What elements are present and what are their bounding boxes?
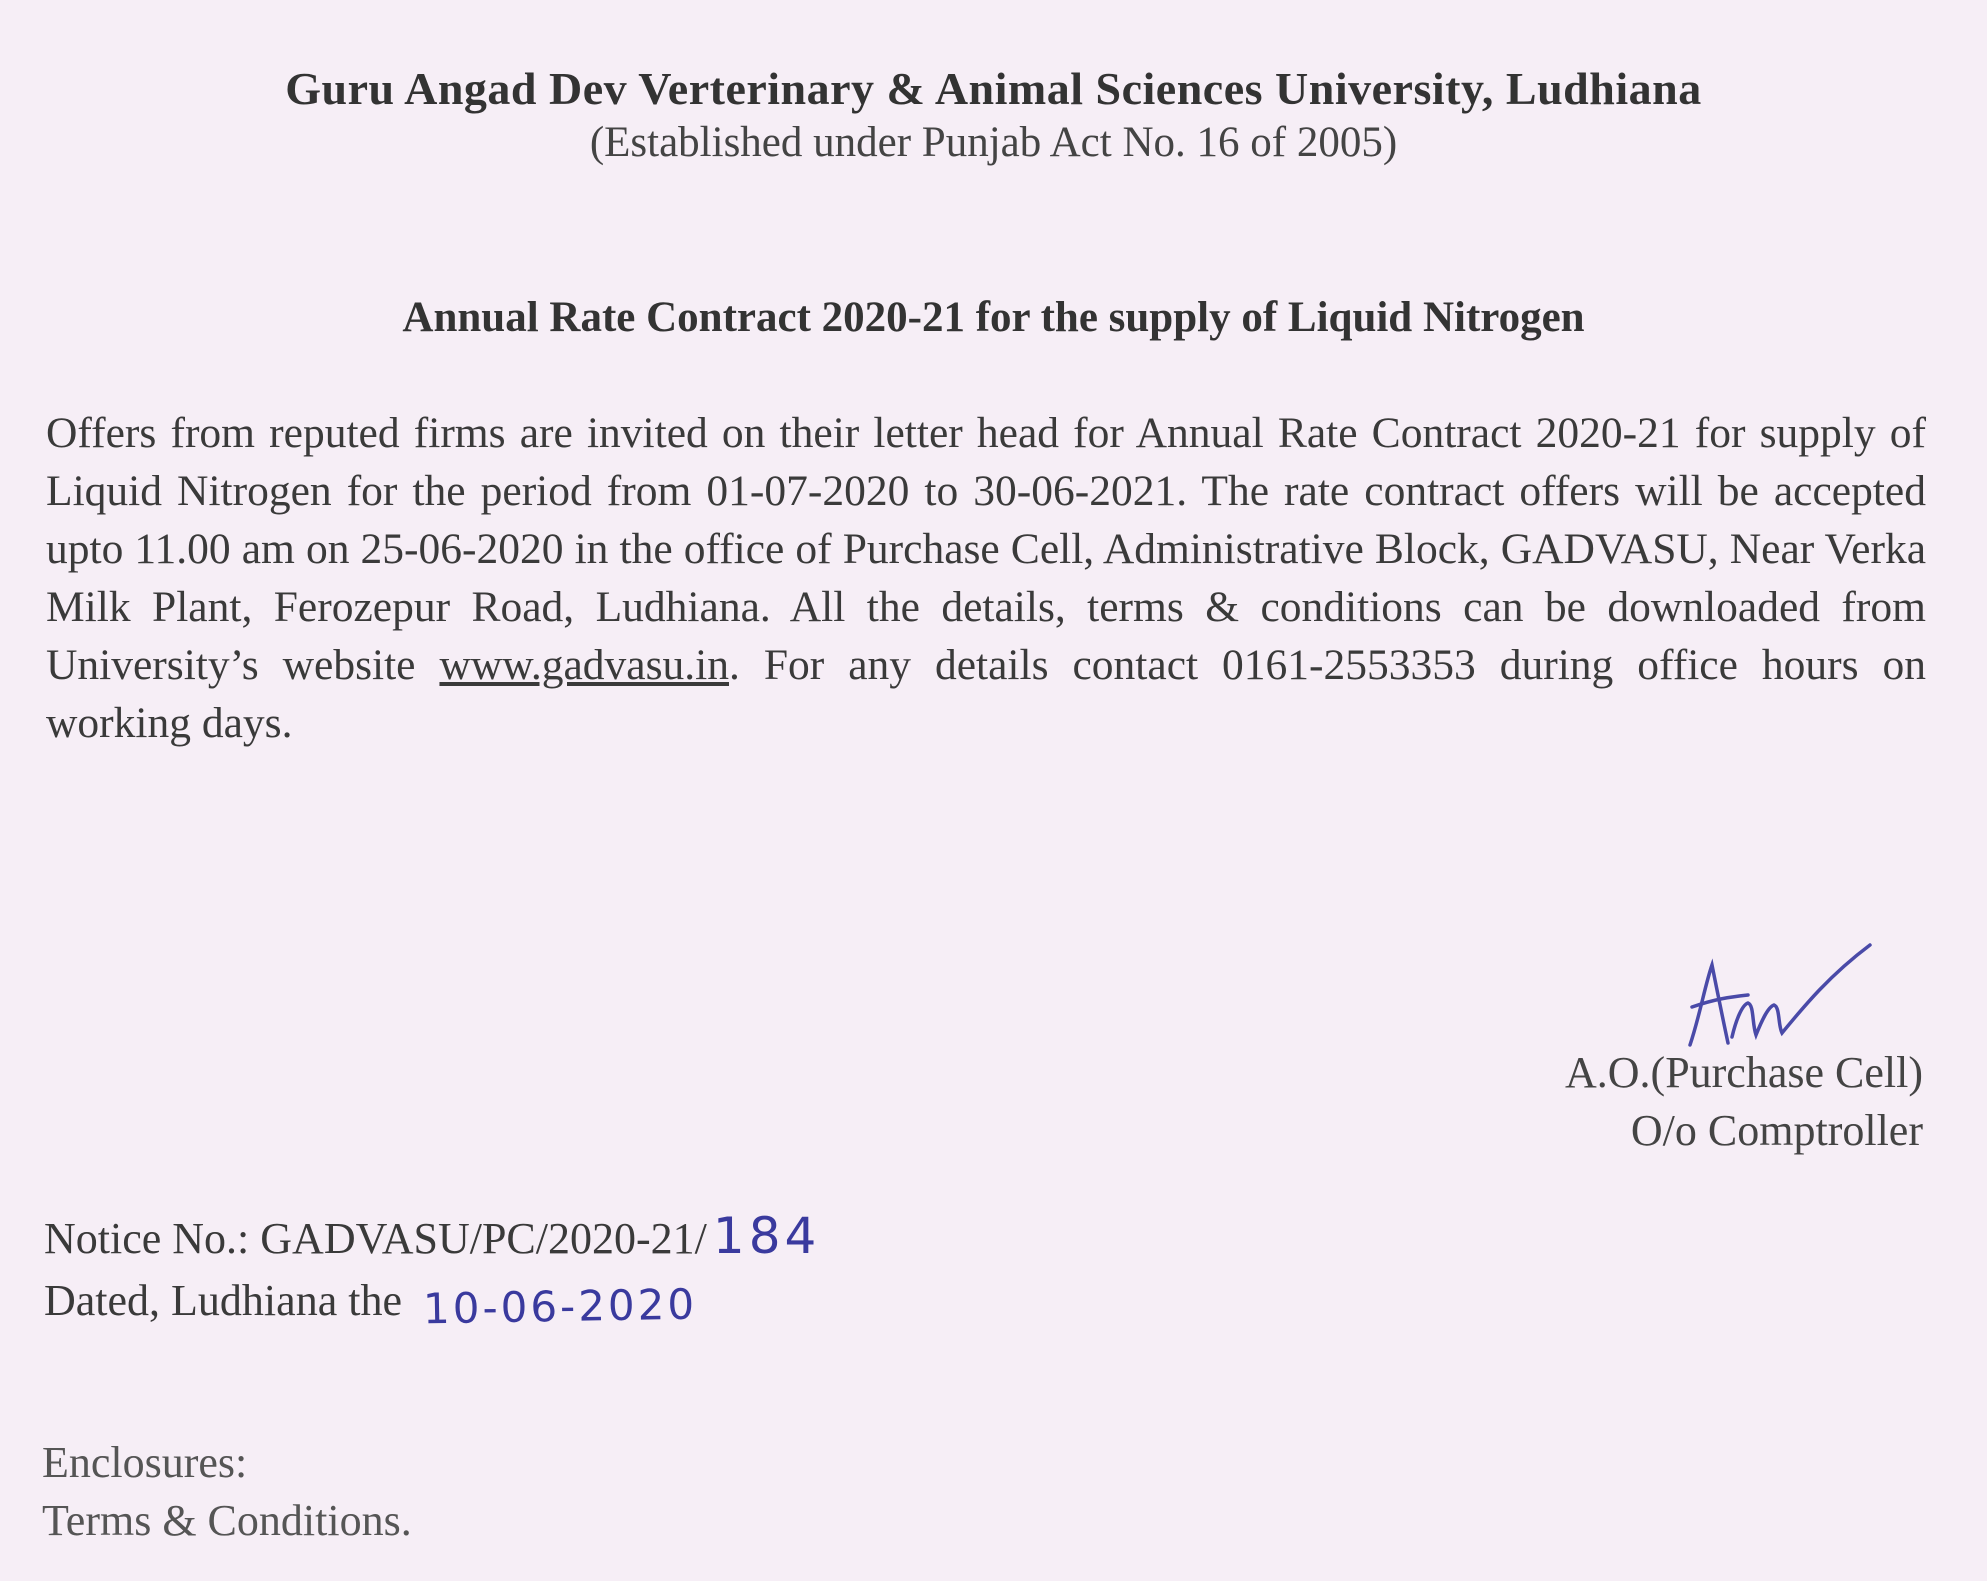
body-text-part2: . For any details contact 0161-2553353 during office hours on working days.: [46, 641, 1926, 747]
signatory-block: [1565, 1044, 1923, 1160]
website-link[interactable]: www.gadvasu.in: [439, 641, 729, 689]
notice-date-handwritten: 10-06-2020: [422, 1279, 698, 1334]
university-name: Guru Angad Dev Verterinary & Animal Sciences University, Ludhiana: [285, 63, 1702, 114]
notice-reference: [44, 1205, 820, 1332]
notice-number-label: Notice No.: GADVASU/PC/2020-21/: [44, 1214, 707, 1263]
notice-date-line: [44, 1270, 820, 1332]
establishment-note: (Established under Punjab Act No. 16 of 2005): [589, 119, 1398, 166]
signatory-office: O/o Comptroller: [1630, 1106, 1923, 1155]
notice-number-line: [44, 1205, 820, 1270]
enclosures-label: Enclosures:: [42, 1438, 248, 1487]
notice-body: [46, 404, 1926, 752]
body-text-part1: Offers from reputed firms are invited on their letter head for Annual Rate Contract 2020-21 for supply of Liquid Nitrogen for the period from 01-07-2020 to 30-06-2021. The rate contract offers will be accepted upto 11.00 am on 25-06-2020 in the office of Purchase Cell, Administrative Block, GADVASU, Near Verka Milk Plant, Ferozepur Road, Ludhiana. All the details, terms & conditions can be downloaded from University’s website: [46, 409, 1926, 689]
enclosure-item: Terms & Conditions.: [42, 1496, 412, 1545]
signatory-designation: A.O.(Purchase Cell): [1564, 1048, 1923, 1097]
notice-number-handwritten: 184: [712, 1207, 821, 1265]
notice-subject: Annual Rate Contract 2020-21 for the supply of Liquid Nitrogen: [402, 294, 1585, 341]
notice-date-label: Dated, Ludhiana the: [44, 1276, 413, 1325]
enclosures-block: [42, 1434, 412, 1550]
